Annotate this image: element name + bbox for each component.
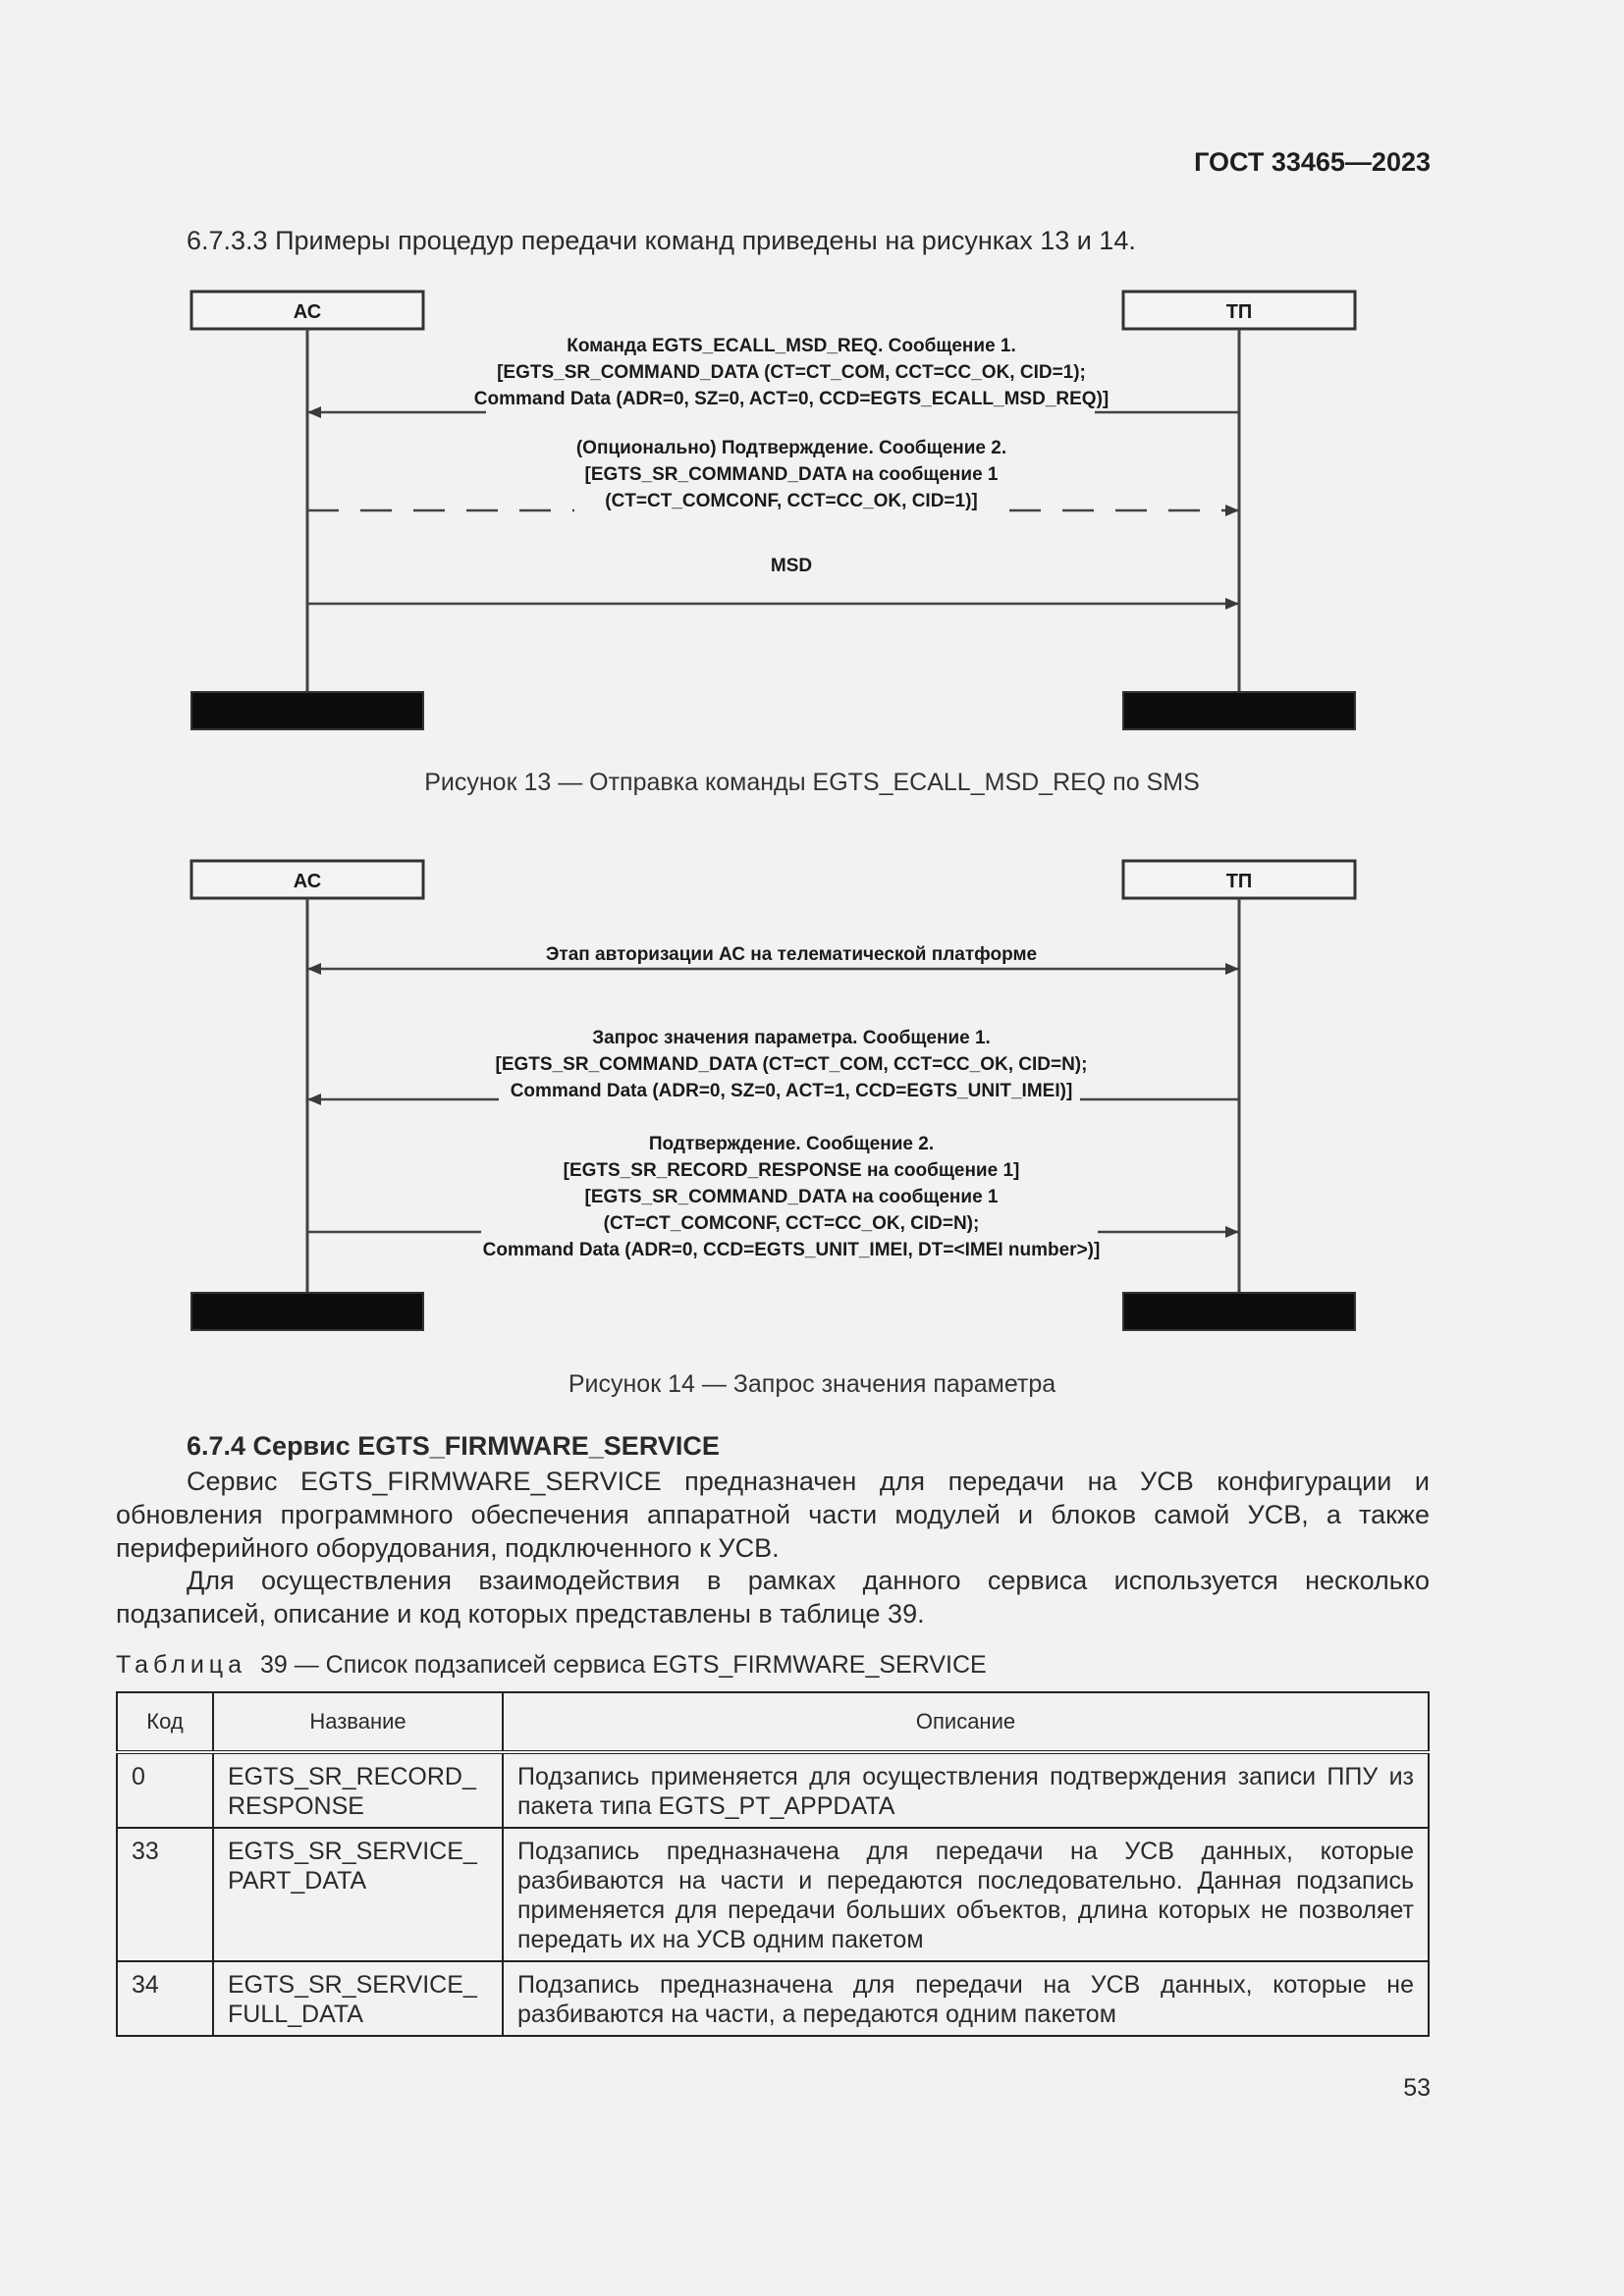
table-cell-code: 33 [117, 1828, 213, 1961]
table-row [117, 1961, 1429, 2036]
fig14-msg2-line2: [EGTS_SR_COMMAND_DATA (CT=CT_COM, CCT=CC_OK, CID=N); [495, 1054, 1088, 1075]
terminator-ac [191, 1293, 423, 1330]
fig13-msg2-line2: [EGTS_SR_COMMAND_DATA на сообщение 1 [584, 464, 999, 485]
table-cell-name: EGTS_SR_RECORD_ RESPONSE [213, 1752, 503, 1828]
fig14-msg3-line2: [EGTS_SR_RECORD_RESPONSE на сообщение 1] [563, 1160, 1020, 1181]
table-title-text: 39 — Список подзаписей сервиса EGTS_FIRMWARE_SERVICE [259, 1651, 987, 1679]
table-cell-description: Подзапись предназначена для передачи на УСВ данных, которые не разбиваются на части, а передаются одним пакетом [503, 1961, 1429, 2036]
terminator-tp [1123, 692, 1355, 729]
fig14-msg3-line3: [EGTS_SR_COMMAND_DATA на сообщение 1 [584, 1187, 999, 1207]
table-header-name: Название [213, 1692, 503, 1752]
actor-label-tp: ТП [1225, 871, 1253, 892]
table-cell-description: Подзапись предназначена для передачи на УСВ данных, которые разбиваются на части и передаются последовательно. Данная подзапись применяется для передачи больших объектов, длина которых не позволяет передать их на УСВ одним пакетом [503, 1828, 1429, 1961]
table-cell-code: 34 [117, 1961, 213, 2036]
intro-paragraph: 6.7.3.3 Примеры процедур передачи команд приведены на рисунках 13 и 14. [187, 226, 1136, 255]
standard-header: ГОСТ 33465—2023 [1194, 147, 1431, 177]
table-row [117, 1828, 1429, 1961]
actor-label-ac: АС [293, 301, 322, 323]
fig14-msg1-label: Этап авторизации АС на телематической платформе [545, 944, 1038, 965]
table-cell-description: Подзапись применяется для осуществления подтверждения записи ППУ из пакета типа EGTS_PT_APPDATA [503, 1752, 1429, 1828]
table-label: Таблица [116, 1651, 247, 1679]
figure-14-diagram [0, 856, 1624, 1337]
table-cell-name: EGTS_SR_SERVICE_ PART_DATA [213, 1828, 503, 1961]
fig13-msg1-line1: Команда EGTS_ECALL_MSD_REQ. Сообщение 1. [567, 336, 1016, 356]
fig14-msg3-line5: Command Data (ADR=0, CCD=EGTS_UNIT_IMEI, DT=<IMEI number>)] [482, 1240, 1101, 1260]
page-number: 53 [1403, 2074, 1431, 2102]
figure-13-caption: Рисунок 13 — Отправка команды EGTS_ECALL_MSD_REQ по SMS [424, 769, 1200, 796]
fig14-msg3-line4: (CT=CT_COMCONF, CCT=CC_OK, CID=N); [603, 1213, 980, 1234]
fig14-msg2-line1: Запрос значения параметра. Сообщение 1. [592, 1028, 991, 1048]
fig14-msg3-line1: Подтверждение. Сообщение 2. [648, 1134, 935, 1154]
table-row [117, 1752, 1429, 1828]
table-header-description: Описание [503, 1692, 1429, 1752]
section-paragraph-1: Сервис EGTS_FIRMWARE_SERVICE предназначен для передачи на УСВ конфигурации и обновления программного обеспечения аппаратной части модулей и блоков самой УСВ, а также периферийного оборудования, подключенного к УСВ. [116, 1467, 1430, 1563]
fig13-msg1-line2: [EGTS_SR_COMMAND_DATA (CT=CT_COM, CCT=CC_OK, CID=1); [497, 362, 1086, 383]
terminator-ac [191, 692, 423, 729]
actor-label-tp: ТП [1225, 301, 1253, 323]
subrecords-table [116, 1691, 1430, 2037]
table-cell-code: 0 [117, 1752, 213, 1828]
fig13-msg2-line3: (CT=CT_COMCONF, CCT=CC_OK, CID=1)] [605, 491, 978, 511]
actor-label-ac: АС [293, 871, 322, 892]
section-heading: 6.7.4 Сервис EGTS_FIRMWARE_SERVICE [187, 1431, 720, 1461]
fig13-msg3-label: MSD [770, 556, 813, 576]
fig13-msg2-line1: (Опционально) Подтверждение. Сообщение 2. [575, 438, 1007, 458]
figure-13-diagram [0, 285, 1624, 736]
figure-14-caption: Рисунок 14 — Запрос значения параметра [568, 1370, 1056, 1398]
terminator-tp [1123, 1293, 1355, 1330]
fig14-msg2-line3: Command Data (ADR=0, SZ=0, ACT=1, CCD=EGTS_UNIT_IMEI)] [510, 1081, 1073, 1101]
table-header-code: Код [117, 1692, 213, 1752]
fig13-msg1-line3: Command Data (ADR=0, SZ=0, ACT=0, CCD=EGTS_ECALL_MSD_REQ)] [473, 389, 1110, 409]
section-paragraph-2: Для осуществления взаимодействия в рамках данного сервиса используется несколько подзаписей, описание и код которых представлены в таблице 39. [116, 1566, 1430, 1629]
table-cell-name: EGTS_SR_SERVICE_ FULL_DATA [213, 1961, 503, 2036]
table-header-row [117, 1692, 1429, 1752]
table-title [116, 1651, 987, 1680]
